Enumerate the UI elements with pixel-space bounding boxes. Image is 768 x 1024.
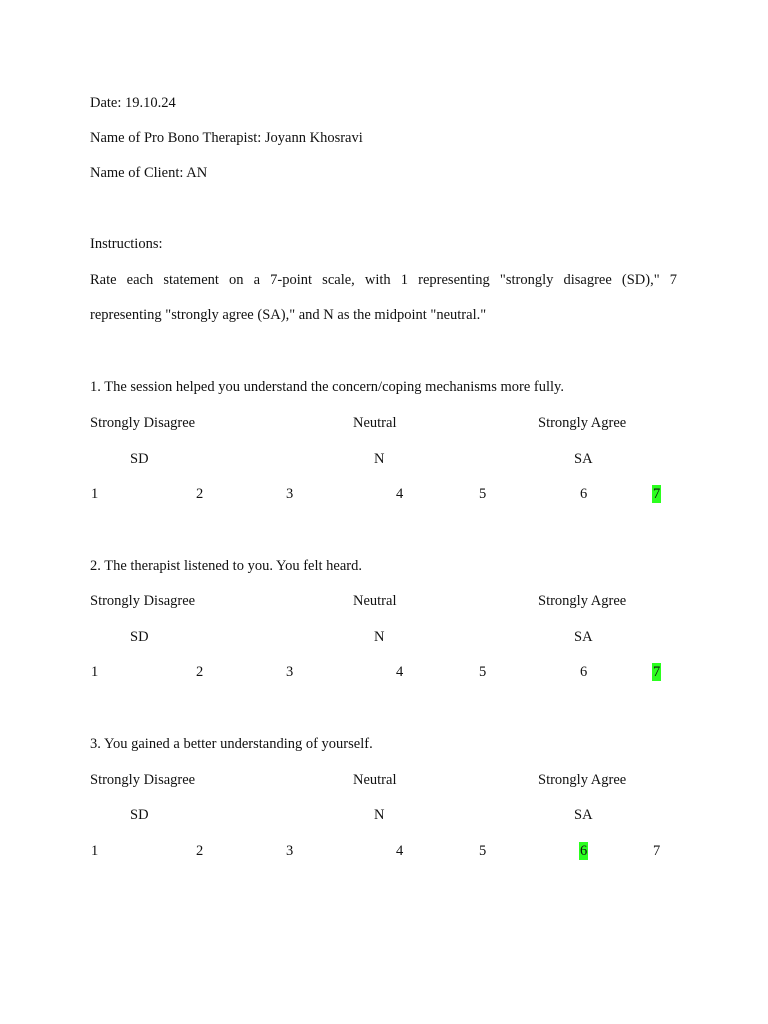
scale-left-abbr: SD xyxy=(130,451,149,467)
instructions-heading: Instructions: xyxy=(90,236,163,252)
rating-option-7: 7 xyxy=(653,843,661,859)
date-line: Date: 19.10.24 xyxy=(90,95,176,111)
rating-option-7-selected: 7 xyxy=(653,664,661,680)
scale-mid-abbr: N xyxy=(374,629,385,645)
scale-right-label: Strongly Agree xyxy=(538,415,627,431)
rating-option-3: 3 xyxy=(286,486,294,502)
scale-mid-label: Neutral xyxy=(353,772,397,788)
rating-option-1: 1 xyxy=(91,664,99,680)
scale-mid-abbr: N xyxy=(374,451,385,467)
scale-left-label: Strongly Disagree xyxy=(90,415,196,431)
scale-mid-label: Neutral xyxy=(353,593,397,609)
client-name-line: Name of Client: AN xyxy=(90,165,208,181)
scale-right-abbr: SA xyxy=(574,451,593,467)
scale-right-abbr: SA xyxy=(574,807,593,823)
question-1-text: 1. The session helped you understand the concern/coping mechanisms more fully. xyxy=(90,379,564,395)
scale-right-label: Strongly Agree xyxy=(538,772,627,788)
instructions-text-line-2: representing "strongly agree (SA)," and N as the midpoint "neutral." xyxy=(90,307,487,323)
scale-left-label: Strongly Disagree xyxy=(90,593,196,609)
scale-left-abbr: SD xyxy=(130,807,149,823)
rating-option-6: 6 xyxy=(580,664,588,680)
rating-option-1: 1 xyxy=(91,486,99,502)
scale-left-label: Strongly Disagree xyxy=(90,772,196,788)
scale-right-label: Strongly Agree xyxy=(538,593,627,609)
rating-option-1: 1 xyxy=(91,843,99,859)
therapist-name-line: Name of Pro Bono Therapist: Joyann Khosravi xyxy=(90,130,363,146)
question-2-text: 2. The therapist listened to you. You felt heard. xyxy=(90,558,362,574)
rating-option-4: 4 xyxy=(396,664,404,680)
rating-option-3: 3 xyxy=(286,664,294,680)
rating-option-2: 2 xyxy=(196,843,204,859)
rating-option-2: 2 xyxy=(196,664,204,680)
rating-option-5: 5 xyxy=(479,486,487,502)
rating-option-6: 6 xyxy=(580,486,588,502)
question-3-text: 3. You gained a better understanding of yourself. xyxy=(90,736,373,752)
rating-option-7-selected: 7 xyxy=(653,486,661,502)
rating-option-4: 4 xyxy=(396,843,404,859)
scale-mid-label: Neutral xyxy=(353,415,397,431)
rating-option-3: 3 xyxy=(286,843,294,859)
scale-mid-abbr: N xyxy=(374,807,385,823)
rating-option-5: 5 xyxy=(479,843,487,859)
scale-right-abbr: SA xyxy=(574,629,593,645)
rating-option-6-selected: 6 xyxy=(580,843,588,859)
rating-option-4: 4 xyxy=(396,486,404,502)
rating-option-5: 5 xyxy=(479,664,487,680)
rating-option-2: 2 xyxy=(196,486,204,502)
instructions-text-line-1: Rate each statement on a 7-point scale, with 1 representing "strongly disagree (SD)," 7 xyxy=(90,272,677,288)
scale-left-abbr: SD xyxy=(130,629,149,645)
